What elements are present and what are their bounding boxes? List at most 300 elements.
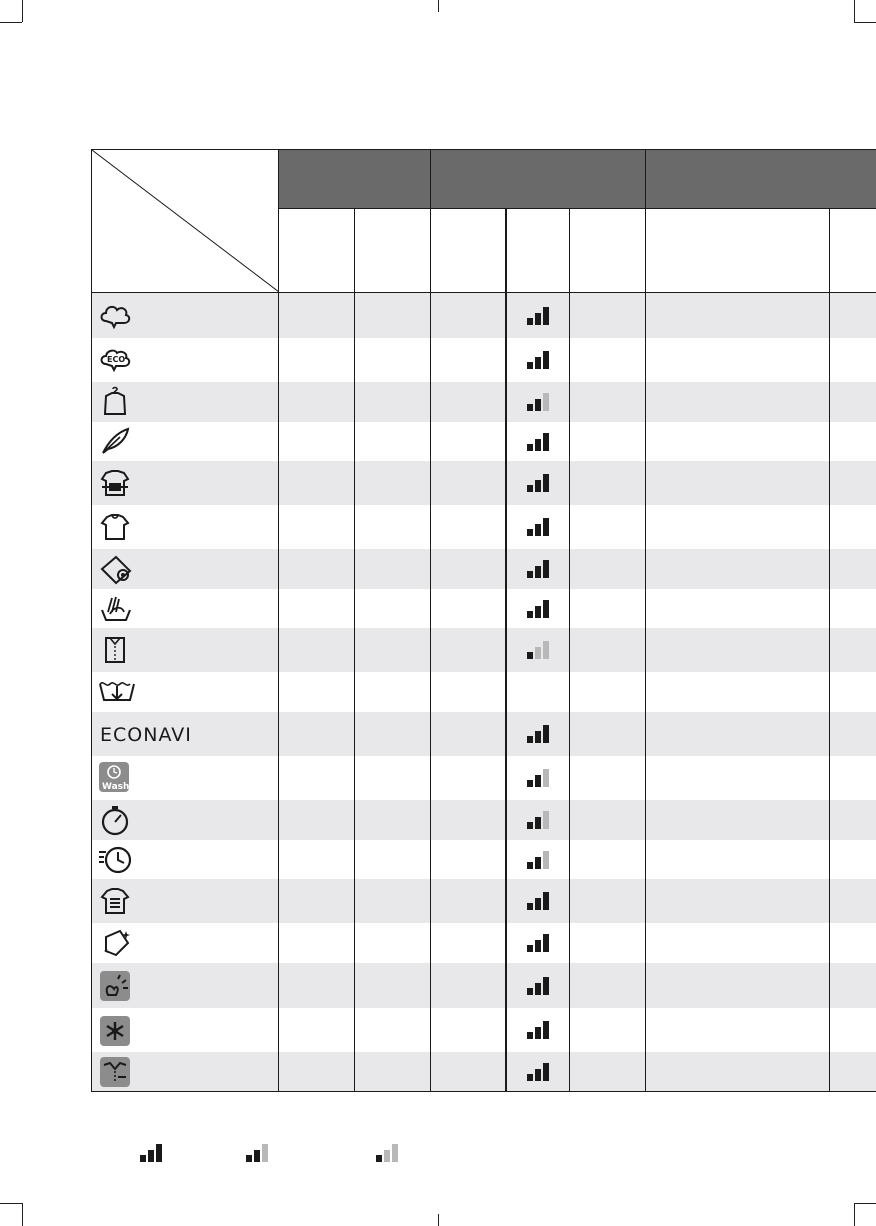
table-row [92,422,876,461]
table-cell [279,628,355,672]
signal-bar [535,1069,541,1081]
signal-bar [527,404,533,411]
level-cell [506,461,570,505]
table-cell [646,338,830,382]
table-cell [431,1052,506,1092]
table-cell [355,628,431,672]
table-cell [355,589,431,628]
table-cell [279,923,355,963]
table-cell [570,879,646,923]
level-cell [506,505,570,549]
table-cell [570,628,646,672]
table-row [92,1052,876,1092]
signal-bar [527,529,533,536]
table-cell [431,461,506,505]
mixed-laundry-icon [98,467,132,499]
table-cell [570,840,646,879]
table-cell [830,879,876,923]
table-cell [279,672,355,712]
level-cell [506,672,570,712]
signal-bar [156,1144,162,1162]
table-cell [646,879,830,923]
table-cell [570,672,646,712]
signal-bar [527,988,533,995]
table-row [92,549,876,589]
svg-text:ECO: ECO [107,354,126,364]
signal-bar [535,439,541,451]
signal-bar [535,731,541,743]
table-row [92,382,876,422]
table-row [92,589,876,628]
table-cell [570,505,646,549]
signal-bar [535,313,541,325]
table-cell [431,800,506,840]
crop-mark [854,1203,855,1226]
table-cell [279,293,355,338]
table-cell [570,800,646,840]
header-group-2 [431,150,646,209]
program-icon-cell [92,800,279,840]
crop-mark [0,1203,22,1204]
signal-bar [527,485,533,492]
table-cell [830,712,876,756]
table-cell [431,672,506,712]
program-icon-cell [92,923,279,963]
subheader-4 [506,209,570,293]
table-cell [830,382,876,422]
crop-mark [854,0,855,22]
level-cell [506,338,570,382]
table-cell [830,589,876,628]
table-cell [830,338,876,382]
table-row [92,800,876,840]
signal-bar [535,983,541,995]
towel-roll-icon [98,553,132,585]
table-row [92,628,876,672]
table-row [92,338,876,382]
table-row [92,879,876,923]
signal-bar [384,1150,390,1162]
table-cell [355,923,431,963]
table-row [92,461,876,505]
signal-bar [543,934,549,952]
sparkle-clean-icon [98,927,132,959]
signal-bars-icon [527,351,549,369]
table-cell [646,756,830,800]
signal-bar [527,903,533,910]
table-cell [355,963,431,1008]
signal-bars-icon [527,977,549,995]
shirt-box-icon [98,634,132,666]
program-icon-cell [92,549,279,589]
table-cell [279,963,355,1008]
signal-bars-icon [527,307,549,325]
signal-bar [535,898,541,910]
header-group-3 [646,150,876,209]
signal-bar [543,433,549,451]
signal-bar [527,1074,533,1081]
table-cell [431,338,506,382]
signal-bar [543,1021,549,1039]
table-cell [570,1052,646,1092]
signal-bars-icon [527,641,549,659]
signal-bar [543,641,549,659]
signal-bar [535,524,541,536]
table-cell [355,800,431,840]
table-cell [646,1052,830,1092]
table-cell [279,756,355,800]
signal-bars-icon [527,560,549,578]
table-cell [570,923,646,963]
level-cell [506,923,570,963]
hand-wash-icon [98,592,132,624]
signal-bar [543,725,549,743]
table-row [92,505,876,549]
table-cell [830,840,876,879]
level-cell [506,1052,570,1092]
level-cell [506,589,570,628]
table-cell [355,293,431,338]
table-cell [570,756,646,800]
table-cell [355,505,431,549]
legend-bars-icon [376,1144,398,1162]
level-cell [506,293,570,338]
header-group-1 [279,150,431,209]
table-cell [355,422,431,461]
signal-bar [527,444,533,451]
signal-bars-icon [527,769,549,787]
table-cell [279,549,355,589]
table-row [92,293,876,338]
subheader-6 [646,209,830,293]
signal-bar [392,1144,398,1162]
table-cell [646,589,830,628]
program-icon-cell [92,338,279,382]
program-icon-cell [92,879,279,923]
table-cell [830,549,876,589]
subheader-7 [830,209,876,293]
signal-bar [535,480,541,492]
level-cell [506,549,570,589]
table-cell [355,1052,431,1092]
table-cell [570,382,646,422]
signal-bar [148,1150,154,1162]
subheader-2 [355,209,431,293]
table-cell [355,549,431,589]
table-cell [570,963,646,1008]
program-icon-cell [92,628,279,672]
table-cell [830,293,876,338]
signal-bar [543,892,549,910]
signal-bar [543,560,549,578]
program-icon-cell [92,382,279,422]
crop-mark [22,0,23,22]
program-icon-cell [92,505,279,549]
table-cell [431,756,506,800]
table-cell [355,1008,431,1052]
signal-bar [535,399,541,411]
table-cell [570,712,646,756]
table-cell [431,628,506,672]
table-cell [646,422,830,461]
table-cell [830,1052,876,1092]
signal-bar [527,862,533,869]
signal-bars-icon [527,433,549,451]
signal-bars-icon [527,851,549,869]
subheader-5 [570,209,646,293]
crop-mark [438,1214,439,1226]
table-cell [355,756,431,800]
table-cell [646,461,830,505]
signal-bars-icon [527,393,549,411]
signal-bar [535,647,541,659]
table-cell [355,712,431,756]
table-cell [279,840,355,879]
program-rows [92,293,876,1092]
table-cell [646,923,830,963]
crop-mark [22,1203,23,1226]
table-cell [431,293,506,338]
crop-mark [854,22,876,23]
table-row [92,712,876,756]
table-cell [431,712,506,756]
program-icon-cell [92,756,279,800]
signal-bar [535,1027,541,1039]
level-cell [506,963,570,1008]
table-cell [431,589,506,628]
table-cell [279,382,355,422]
quick-clock-icon [98,843,132,875]
signal-bars-icon [527,811,549,829]
table-cell [646,963,830,1008]
signal-bar [140,1155,146,1162]
signal-bar [527,362,533,369]
table-cell [570,422,646,461]
level-cell [506,628,570,672]
table-row [92,840,876,879]
table-cell [279,1008,355,1052]
level-cell [506,756,570,800]
crease-shirt-icon [98,1055,132,1087]
program-icon-cell [92,1008,279,1052]
allergy-icon [98,1014,132,1046]
table-cell [830,505,876,549]
table-cell [570,589,646,628]
hanging-shirt-icon [98,386,132,418]
level-cell [506,879,570,923]
signal-bar [543,769,549,787]
signal-bar [535,857,541,869]
level-cell [506,1008,570,1052]
table-cell [355,338,431,382]
table-cell [570,549,646,589]
table-cell [279,712,355,756]
signal-bar [376,1155,382,1162]
tshirt-icon [98,511,132,543]
signal-bar [543,600,549,618]
signal-bar [543,851,549,869]
table-row [92,963,876,1008]
signal-bar [535,817,541,829]
table-cell [279,879,355,923]
table-cell [646,505,830,549]
table-cell [279,800,355,840]
table-cell [279,338,355,382]
table-cell [646,1008,830,1052]
table-cell [830,756,876,800]
level-cell [506,712,570,756]
signal-bar [527,652,533,659]
signal-bar [527,822,533,829]
drain-icon [98,676,136,708]
table-cell [355,461,431,505]
crop-mark [854,1203,876,1204]
table-cell [830,628,876,672]
signal-bars-icon [527,600,549,618]
signal-bar [543,977,549,995]
table-cell [830,1008,876,1052]
table-row [92,1008,876,1052]
table-cell [431,422,506,461]
table-cell [279,461,355,505]
timed-wash-label: Wash [102,781,130,792]
signal-bars-icon [527,1021,549,1039]
signal-bar [527,780,533,787]
crop-mark [0,22,22,23]
signal-bar [543,518,549,536]
corner-diagonal-cell [92,150,279,293]
table-cell [431,879,506,923]
signal-bar [527,945,533,952]
stain-icon [98,969,132,1001]
program-icon-cell [92,293,279,338]
signal-bar [527,318,533,325]
table-cell [830,422,876,461]
level-cell [506,840,570,879]
table-cell [570,293,646,338]
table-cell [279,589,355,628]
program-icon-cell [92,1052,279,1092]
table-row [92,672,876,712]
table-cell [830,672,876,712]
eco-cloud-icon [98,344,132,376]
subheader-1 [279,209,355,293]
legend-bars-icon [246,1144,268,1162]
signal-bar [535,566,541,578]
signal-bar [543,474,549,492]
signal-bar [535,606,541,618]
table-cell [431,923,506,963]
stopwatch-icon [98,804,132,836]
signal-bar [254,1150,260,1162]
signal-bars-icon [527,518,549,536]
table-cell [646,628,830,672]
table-cell [830,800,876,840]
table-cell [431,840,506,879]
level-cell [506,800,570,840]
heavy-shirt-icon [98,885,132,917]
signal-bar [527,571,533,578]
signal-bar [543,811,549,829]
signal-bar [527,611,533,618]
table-cell [279,1052,355,1092]
table-cell [646,840,830,879]
table-cell [830,923,876,963]
signal-bars-icon [527,474,549,492]
signal-bar [262,1144,268,1162]
program-icon-cell [92,461,279,505]
signal-bars-icon [527,725,549,743]
table-cell [431,382,506,422]
subheader-3 [431,209,506,293]
table-row [92,756,876,800]
signal-bar [543,307,549,325]
table-cell [431,1008,506,1052]
table-cell [570,461,646,505]
table-row [92,923,876,963]
signal-bars-icon [527,1063,549,1081]
table-cell [646,549,830,589]
table-cell [830,963,876,1008]
feather-icon [98,425,132,457]
program-icon-cell [92,589,279,628]
crop-mark [438,0,439,12]
signal-bar [543,393,549,411]
table-cell [431,505,506,549]
signal-bar [527,1032,533,1039]
signal-bars-icon [527,892,549,910]
table-cell [646,672,830,712]
signal-bar [543,1063,549,1081]
econavi-logo-text: ECONAVI [100,723,192,745]
signal-bar [543,351,549,369]
table-cell [279,422,355,461]
table-cell [279,505,355,549]
program-table [91,149,876,1092]
signal-bar [535,357,541,369]
table-cell [431,963,506,1008]
program-icon-cell [92,840,279,879]
program-icon-cell [92,672,279,712]
table-cell [830,461,876,505]
table-cell [355,879,431,923]
level-cell [506,382,570,422]
program-icon-cell [92,712,279,756]
table-cell [646,382,830,422]
table-cell [570,338,646,382]
level-cell [506,422,570,461]
signal-bar [535,940,541,952]
legend-bars-icon [140,1144,162,1162]
table-cell [355,672,431,712]
table-cell [646,293,830,338]
diagonal-line [92,150,279,292]
signal-bars-icon [527,934,549,952]
program-icon-cell [92,422,279,461]
table-cell [355,840,431,879]
table-cell [570,1008,646,1052]
table-cell [646,800,830,840]
signal-bar [535,775,541,787]
table-cell [431,549,506,589]
table-cell [646,712,830,756]
table-cell [355,382,431,422]
signal-bar [527,736,533,743]
econavi-logo [98,723,218,745]
program-icon-cell [92,963,279,1008]
cloud-icon [98,299,132,331]
timed-wash-icon [98,761,132,795]
